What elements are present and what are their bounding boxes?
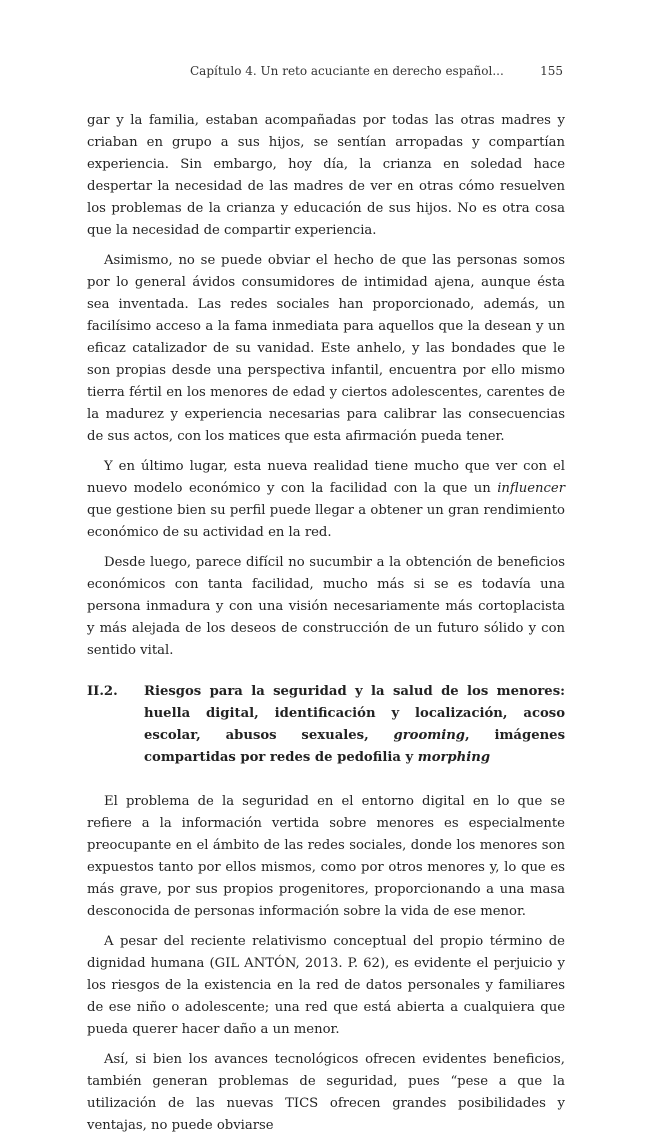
paragraph-text: que gestione bien su perfil puede llegar a obtener un gran rendimiento económico de su actividad en la red. bbox=[87, 503, 565, 540]
paragraph: El problema de la seguridad en el entorno digital en lo que se refiere a la información vertida sobre menores es especialmente preocupante en el ámbito de las redes sociales, donde los menores son expuestos tanto por ellos mismos, como por otros menores y, lo que es más grave, por sus propios progenitores, proporcionando a una masa desconocida de personas información sobre la vida de ese menor. bbox=[87, 794, 565, 919]
paragraph: A pesar del reciente relativismo conceptual del propio término de dignidad humana (GIL ANTÓN, 2013. P. 62), es evidente el perjuicio y los riesgos de la existencia en la red de datos personales y familiares de ese niño o adolescente; una red que está abierta a cualquiera que pueda querer hacer daño a un menor. bbox=[87, 934, 565, 1037]
section-title-italic: morphing bbox=[417, 750, 491, 765]
paragraph: Asimismo, no se puede obviar el hecho de que las personas somos por lo general ávidos consumidores de intimidad ajena, aunque ésta sea inventada. Las redes sociales han proporcionado, además, un facilísimo acceso a la fama inmediata para aquellos que la desean y un eficaz catalizador de su vanidad. Este anhelo, y las bondades que le son propias desde una perspectiva infantil, encuentra por ello mismo tierra fértil en los menores de edad y ciertos adolescentes, carentes de la madurez y experiencia necesarias para calibrar las consecuencias de sus actos, con los matices que esta afirmación pueda tener. bbox=[87, 253, 565, 444]
paragraph-influencer bbox=[87, 456, 565, 544]
section-number: II.2. bbox=[87, 684, 118, 699]
section-title-text: , imágenes compartidas por redes de pedofilia y bbox=[144, 728, 565, 765]
body-text bbox=[87, 110, 565, 1145]
section-title-italic: grooming bbox=[393, 728, 466, 743]
italic-term: influencer bbox=[497, 481, 565, 496]
section-heading bbox=[87, 681, 565, 769]
section-title-text: Riesgos para la seguridad y la salud de los menores: huella digital, identificación y localización, acoso escolar, abusos sexuales, bbox=[144, 684, 565, 743]
paragraph: Desde luego, parece difícil no sucumbir a la obtención de beneficios económicos con tanta facilidad, mucho más si se es todavía una persona inmadura y con una visión necesariamente más cortoplacista y más alejada de los deseos de construcción de un futuro sólido y con sentido vital. bbox=[87, 555, 565, 658]
paragraph-text: Y en último lugar, esta nueva realidad tiene mucho que ver con el nuevo modelo económico y con la facilidad con la que un bbox=[87, 459, 565, 496]
running-title: Capítulo 4. Un reto acuciante en derecho español... bbox=[190, 64, 504, 78]
paragraph-continued: gar y la familia, estaban acompañadas por todas las otras madres y criaban en grupo a sus hijos, se sentían arropadas y compartían experiencia. Sin embargo, hoy día, la crianza en soledad hace despertar la necesidad de las madres de ver en otras cómo resuelven los problemas de la crianza y educación de sus hijos. No es otra cosa que la necesidad de compartir experiencia. bbox=[87, 113, 565, 238]
section-title bbox=[144, 681, 565, 769]
page-number: 155 bbox=[540, 64, 563, 78]
paragraph: Así, si bien los avances tecnológicos ofrecen evidentes beneficios, también generan problemas de seguridad, pues “pese a que la utilización de las nuevas TICS ofrecen grandes posibilidades y ventajas, no puede obviarse bbox=[87, 1052, 565, 1133]
